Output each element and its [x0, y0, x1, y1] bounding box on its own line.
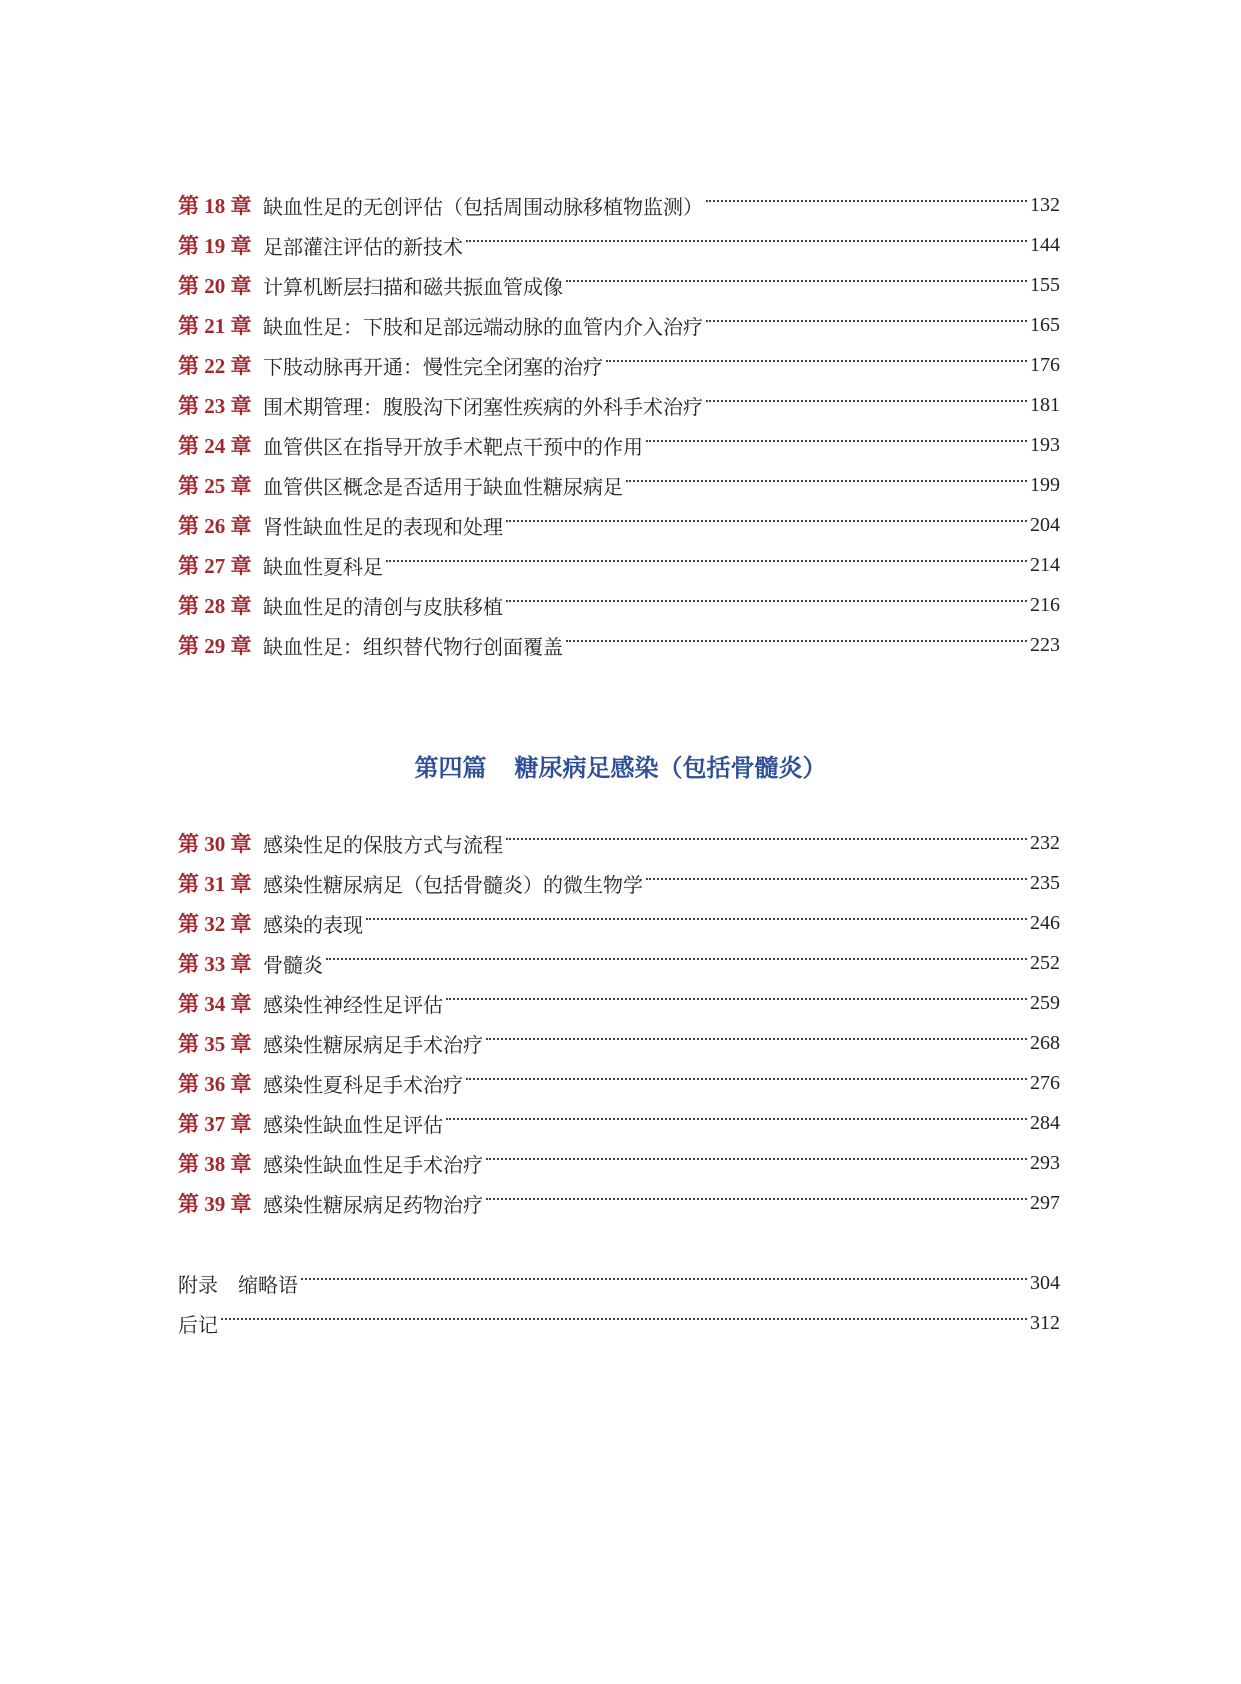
entry-title: 感染性足的保肢方式与流程	[263, 832, 503, 857]
chapter-number: 第 35 章	[178, 1032, 252, 1056]
toc-entry[interactable]	[178, 390, 1060, 420]
page-number: 252	[1030, 951, 1060, 974]
part-label: 第四篇	[414, 753, 487, 782]
page-number: 312	[1030, 1311, 1060, 1334]
leader-dots	[506, 838, 1027, 840]
toc-entry[interactable]	[178, 590, 1060, 620]
page-number: 268	[1030, 1031, 1060, 1054]
leader-dots	[646, 878, 1027, 880]
toc-entry[interactable]	[178, 1308, 1060, 1338]
toc-entry[interactable]	[178, 828, 1060, 858]
entry-title: 血管供区在指导开放手术靶点干预中的作用	[263, 434, 643, 459]
page-number: 193	[1030, 433, 1060, 456]
entry-title: 缺血性足：下肢和足部远端动脉的血管内介入治疗	[263, 314, 703, 339]
leader-dots	[626, 480, 1027, 482]
toc-entry[interactable]	[178, 908, 1060, 938]
page-number: 246	[1030, 911, 1060, 934]
chapter-number: 第 21 章	[178, 314, 252, 338]
page-number: 199	[1030, 473, 1060, 496]
chapter-number: 第 30 章	[178, 832, 252, 856]
chapter-number: 第 29 章	[178, 634, 252, 658]
entry-title: 后记	[178, 1312, 218, 1337]
entry-title: 血管供区概念是否适用于缺血性糖尿病足	[263, 474, 623, 499]
chapter-number: 第 22 章	[178, 354, 252, 378]
leader-dots	[486, 1038, 1027, 1040]
leader-dots	[506, 520, 1027, 522]
leader-dots	[606, 360, 1027, 362]
page-number: 259	[1030, 991, 1060, 1014]
chapter-number: 第 39 章	[178, 1192, 252, 1216]
leader-dots	[446, 998, 1027, 1000]
page-number: 293	[1030, 1151, 1060, 1174]
page-number: 284	[1030, 1111, 1060, 1134]
page-number: 304	[1030, 1271, 1060, 1294]
chapter-number: 第 34 章	[178, 992, 252, 1016]
leader-dots	[706, 320, 1027, 322]
page-number: 132	[1030, 193, 1060, 216]
leader-dots	[446, 1118, 1027, 1120]
entry-title: 缺血性夏科足	[263, 554, 383, 579]
entry-title: 肾性缺血性足的表现和处理	[263, 514, 503, 539]
leader-dots	[566, 640, 1027, 642]
chapter-number: 第 38 章	[178, 1152, 252, 1176]
part-title: 糖尿病足感染（包括骨髓炎）	[514, 753, 827, 782]
toc-entry[interactable]	[178, 988, 1060, 1018]
page-number: 235	[1030, 871, 1060, 894]
entry-title: 骨髓炎	[263, 952, 323, 977]
leader-dots	[301, 1278, 1027, 1280]
chapter-number: 第 36 章	[178, 1072, 252, 1096]
page-number: 165	[1030, 313, 1060, 336]
leader-dots	[326, 958, 1027, 960]
chapter-number: 第 26 章	[178, 514, 252, 538]
toc-entry[interactable]	[178, 948, 1060, 978]
page-number: 276	[1030, 1071, 1060, 1094]
toc-entry[interactable]	[178, 868, 1060, 898]
toc-entry[interactable]	[178, 510, 1060, 540]
page-number: 176	[1030, 353, 1060, 376]
chapter-number: 第 20 章	[178, 274, 252, 298]
leader-dots	[386, 560, 1027, 562]
toc-entry[interactable]	[178, 1108, 1060, 1138]
page-number: 181	[1030, 393, 1060, 416]
leader-dots	[486, 1158, 1027, 1160]
leader-dots	[506, 600, 1027, 602]
leader-dots	[706, 200, 1027, 202]
toc-entry[interactable]	[178, 430, 1060, 460]
toc-entry[interactable]	[178, 1028, 1060, 1058]
chapter-number: 第 25 章	[178, 474, 252, 498]
leader-dots	[221, 1318, 1027, 1320]
toc-entry[interactable]	[178, 1268, 1060, 1298]
chapter-number: 第 27 章	[178, 554, 252, 578]
toc-entry[interactable]	[178, 270, 1060, 300]
toc-entry[interactable]	[178, 1148, 1060, 1178]
page-number: 223	[1030, 633, 1060, 656]
toc-entry[interactable]	[178, 550, 1060, 580]
leader-dots	[366, 918, 1027, 920]
entry-title: 围术期管理：腹股沟下闭塞性疾病的外科手术治疗	[263, 394, 703, 419]
chapter-number: 第 23 章	[178, 394, 252, 418]
chapter-number: 第 33 章	[178, 952, 252, 976]
entry-title: 足部灌注评估的新技术	[263, 234, 463, 259]
part-heading	[0, 748, 1241, 783]
entry-title: 感染性神经性足评估	[263, 992, 443, 1017]
toc-entry[interactable]	[178, 350, 1060, 380]
page-number: 204	[1030, 513, 1060, 536]
page-number: 214	[1030, 553, 1060, 576]
page-number: 144	[1030, 233, 1060, 256]
toc-entry[interactable]	[178, 190, 1060, 220]
chapter-number: 第 24 章	[178, 434, 252, 458]
leader-dots	[466, 240, 1027, 242]
entry-title: 缺血性足的无创评估（包括周围动脉移植物监测）	[263, 194, 703, 219]
chapter-number: 第 32 章	[178, 912, 252, 936]
chapter-number: 第 31 章	[178, 872, 252, 896]
entry-title: 感染的表现	[263, 912, 363, 937]
leader-dots	[646, 440, 1027, 442]
page-number: 297	[1030, 1191, 1060, 1214]
entry-title: 感染性糖尿病足手术治疗	[263, 1032, 483, 1057]
entry-title: 计算机断层扫描和磁共振血管成像	[263, 274, 563, 299]
page-number: 216	[1030, 593, 1060, 616]
entry-title: 感染性缺血性足手术治疗	[263, 1152, 483, 1177]
toc-entry[interactable]	[178, 1188, 1060, 1218]
entry-title: 缺血性足的清创与皮肤移植	[263, 594, 503, 619]
toc-entry[interactable]	[178, 630, 1060, 660]
entry-title: 感染性糖尿病足（包括骨髓炎）的微生物学	[263, 872, 643, 897]
leader-dots	[466, 1078, 1027, 1080]
entry-title: 缺血性足：组织替代物行创面覆盖	[263, 634, 563, 659]
toc-entry[interactable]	[178, 470, 1060, 500]
leader-dots	[486, 1198, 1027, 1200]
leader-dots	[566, 280, 1027, 282]
page-number: 232	[1030, 831, 1060, 854]
chapter-number: 第 28 章	[178, 594, 252, 618]
chapter-number: 第 18 章	[178, 194, 252, 218]
toc-entry[interactable]	[178, 1068, 1060, 1098]
entry-title: 感染性缺血性足评估	[263, 1112, 443, 1137]
entry-title: 下肢动脉再开通：慢性完全闭塞的治疗	[263, 354, 603, 379]
toc-entry[interactable]	[178, 310, 1060, 340]
entry-title: 感染性糖尿病足药物治疗	[263, 1192, 483, 1217]
entry-title: 感染性夏科足手术治疗	[263, 1072, 463, 1097]
page-number: 155	[1030, 273, 1060, 296]
chapter-number: 第 37 章	[178, 1112, 252, 1136]
leader-dots	[706, 400, 1027, 402]
toc-entry[interactable]	[178, 230, 1060, 260]
entry-title: 附录 缩略语	[178, 1272, 298, 1297]
chapter-number: 第 19 章	[178, 234, 252, 258]
